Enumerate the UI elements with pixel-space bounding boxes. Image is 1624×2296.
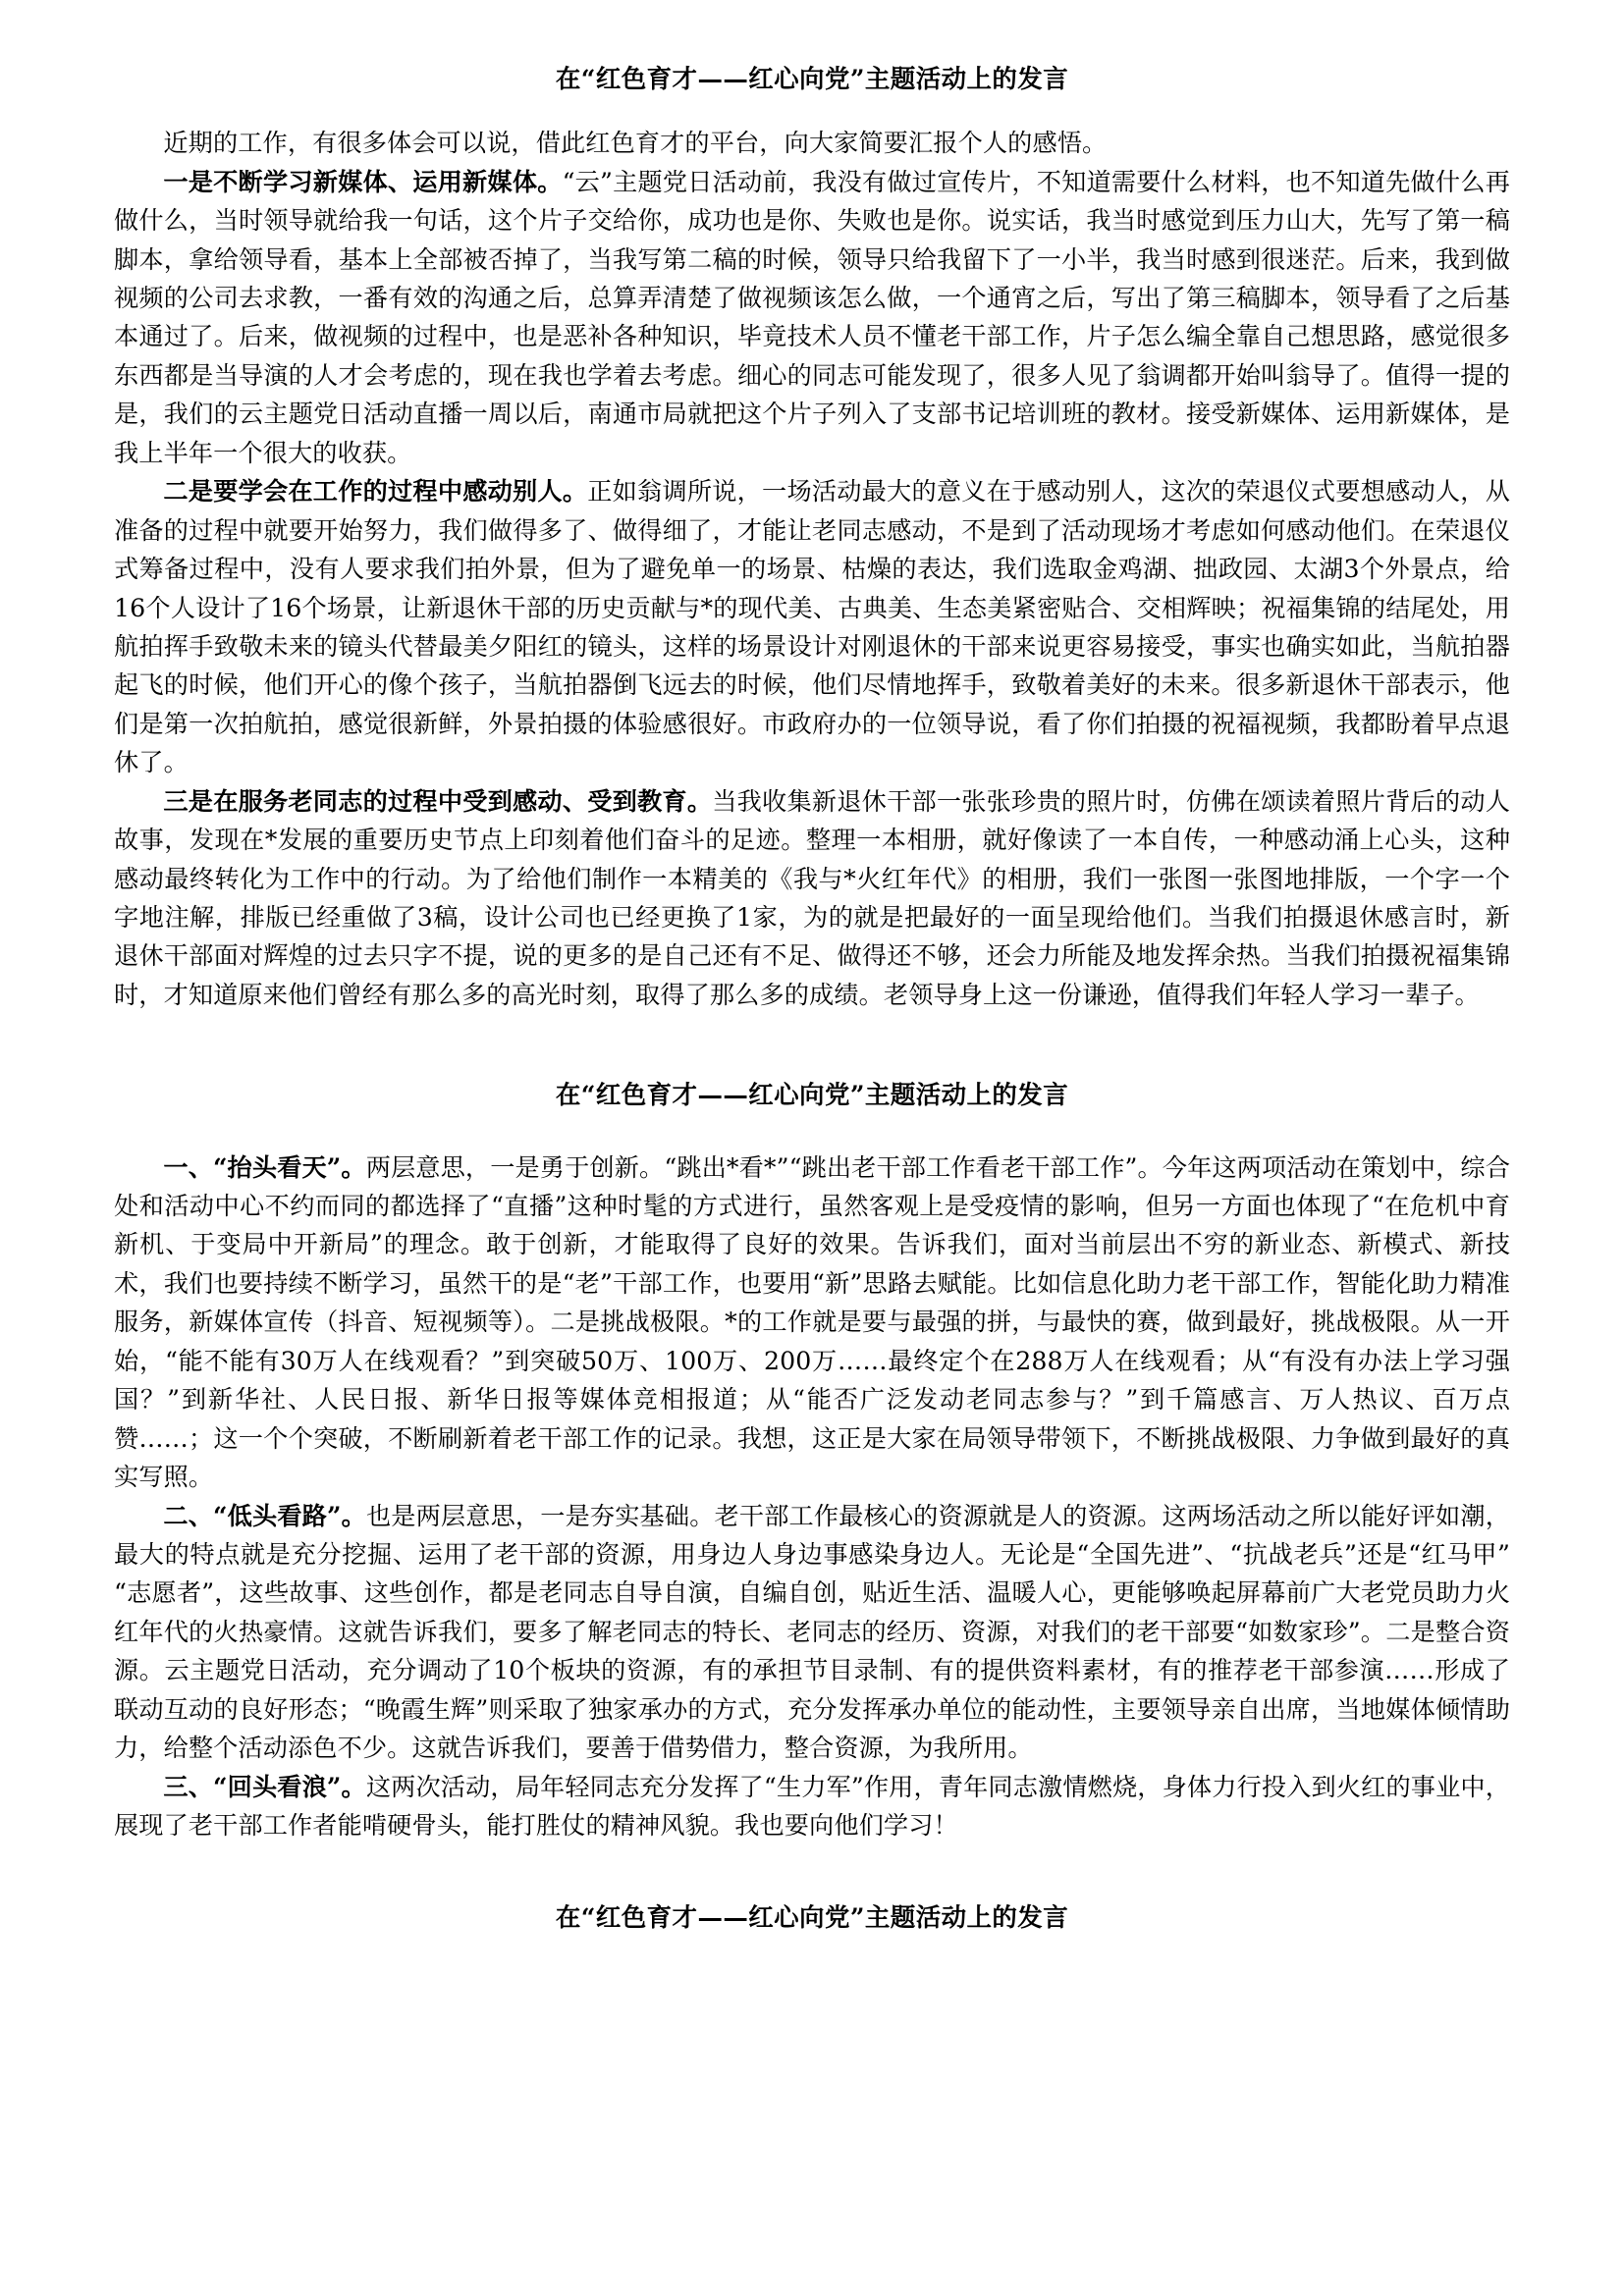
page-title-1: 在“红色育才——红心向党”主题活动上的发言 [555, 65, 1069, 94]
section-one-point-2-body: 正如翁调所说，一场活动最大的意义在于感动别人，这次的荣退仪式要想感动人，从准备的过程中就要开始努力，我们做得多了、做得细了，才能让老同志感动，不是到了活动现场才考虑如何感动他们。在荣退仪式筹备过程中，没有人要求我们拍外景，但为了避免单一的场景、枯燥的表达，我们选取金鸡湖、拙政园、太湖3个外景点，给16个人设计了16个场景，让新退休干部的历史贡献与*的现代美、古典美、生态美紧密贴合、交相辉映；祝福集锦的结尾处，用航拍挥手致敬未来的镜头代替最美夕阳红的镜头，这样的场景设计对刚退休的干部来说更容易接受，事实也确实如此，当航拍器起飞的时候，他们开心的像个孩子，当航拍器倒飞远去的时候，他们尽情地挥手，致敬着美好的未来。很多新退休干部表示，他们是第一次拍航拍，感觉很新鲜，外景拍摄的体验感很好。市政府办的一位领导说，看了你们拍摄的祝福视频，我都盼着早点退休了。 [114, 477, 1511, 777]
section-two-point-1-body: 两层意思，一是勇于创新。“跳出*看*”“跳出老干部工作看老干部工作”。今年这两项活动在策划中，综合处和活动中心不约而同的都选择了“直播”这种时髦的方式进行，虽然客观上是受疫情的影响，但另一方面也体现了“在危机中育新机、于变局中开新局”的理念。敢于创新，才能取得了良好的效果。告诉我们，面对当前层出不穷的新业态、新模式、新技术，我们也要持续不断学习，虽然干的是“老”干部工作，也要用“新”思路去赋能。比如信息化助力老干部工作，智能化助力精准服务，新媒体宣传（抖音、短视频等）。二是挑战极限。*的工作就是要与最强的拼，与最快的赛，做到最好，挑战极限。从一开始，“能不能有30万人在线观看？”到突破50万、100万、200万……最终定个在288万人在线观看；从“有没有办法上学习强国？”到新华社、人民日报、新华日报等媒体竞相报道；从“能否广泛发动老同志参与？”到千篇感言、万人热议、百万点赞……；这一个个突破，不断刷新着老干部工作的记录。我想，这正是大家在局领导带领下，不断挑战极限、力争做到最好的真实写照。 [114, 1152, 1510, 1492]
section-two-point-3 [114, 1768, 1510, 1845]
section-divider-2 [114, 1844, 1510, 1854]
section-two-point-2 [114, 1497, 1510, 1768]
section-two-point-2-body: 也是两层意思，一是夯实基础。老干部工作最核心的资源就是人的资源。这两场活动之所以能好评如潮，最大的特点就是充分挖掘、运用了老干部的资源，用身边人身边事感染身边人。无论是“全国先进”、“抗战老兵”还是“红马甲”“志愿者”，这些故事、这些创作，都是老同志自导自演，自编自创，贴近生活、温暖人心，更能够唤起屏幕前广大老党员助力火红年代的火热豪情。这就告诉我们，要多了解老同志的特长、老同志的经历、资源，对我们的老干部要“如数家珍”。二是整合资源。云主题党日活动，充分调动了10个板块的资源，有的承担节目录制、有的提供资料素材，有的推荐老干部参演……形成了联动互动的良好形态；“晚霞生辉”则采取了独家承办的方式，充分发挥承办单位的能动性，主要领导亲自出席，当地媒体倾情助力，给整个活动添色不少。这就告诉我们，要善于借势借力，整合资源，为我所用。 [114, 1501, 1510, 1763]
section-one-point-1-lead: 一是不断学习新媒体、运用新媒体。 [163, 166, 563, 196]
section-two-point-1 [114, 1148, 1510, 1497]
page-title-2: 在“红色育才——红心向党”主题活动上的发言 [555, 1081, 1069, 1111]
section-one-point-3-body: 当我收集新退休干部一张张珍贵的照片时，仿佛在颂读着照片背后的动人故事，发现在*发展的重要历史节点上印刻着他们奋斗的足迹。整理一本相册，就好像读了一本自传，一种感动涌上心头，这种感动最终转化为工作中的行动。为了给他们制作一本精美的《我与*火红年代》的相册，我们一张图一张图地排版，一个字一个字地注解，排版已经重做了3稿，设计公司也已经更换了1家，为的就是把最好的一面呈现给他们。当我们拍摄退休感言时，新退休干部面对辉煌的过去只字不提，说的更多的是自己还有不足、做得还不够，还会力所能及地发挥余热。当我们拍摄祝福集锦时，才知道原来他们曾经有那么多的高光时刻，取得了那么多的成绩。老领导身上这一份谦逊，值得我们年轻人学习一辈子。 [114, 786, 1511, 1009]
intro-paragraph: 近期的工作，有很多体会可以说，借此红色育才的平台，向大家简要汇报个人的感悟。 [163, 129, 1108, 158]
page-title-3: 在“红色育才——红心向党”主题活动上的发言 [555, 1903, 1069, 1934]
section-one-point-1-body: “云”主题党日活动前，我没有做过宣传片，不知道需要什么材料，也不知道先做什么再做什么，当时领导就给我一句话，这个片子交给你，成功也是你、失败也是你。说实话，我当时感觉到压力山大，先写了第一稿脚本，拿给领导看，基本上全部被否掉了，当我写第二稿的时候，领导只给我留下了一小半，我当时感到很迷茫。后来，我到做视频的公司去求教，一番有效的沟通之后，总算弄清楚了做视频该怎么做，一个通宵之后，写出了第三稿脚本，领导看了之后基本通过了。后来，做视频的过程中，也是恶补各种知识，毕竟技术人员不懂老干部工作，片子怎么编全靠自己想思路，感觉很多东西都是当导演的人才会考虑的，现在我也学着去考虑。细心的同志可能发现了，很多人见了翁调都开始叫翁导了。值得一提的是，我们的云主题党日活动直播一周以后，南通市局就把这个片子列入了支部书记培训班的教材。接受新媒体、运用新媒体，是我上半年一个很大的收获。 [114, 167, 1510, 467]
section-divider-1 [114, 1014, 1510, 1047]
section-two-point-2-lead: 二、“低头看路”。 [163, 1500, 366, 1530]
section-one-point-2-lead: 二是要学会在工作的过程中感动别人。 [163, 476, 588, 507]
section-two-point-3-lead: 三、“回头看浪”。 [163, 1771, 366, 1801]
section-one-point-1 [114, 163, 1510, 473]
section-one-point-2 [114, 472, 1510, 782]
section-two-point-1-lead: 一、“抬头看天”。 [163, 1151, 366, 1182]
section-two-point-3-body: 这两次活动，局年轻同志充分发挥了“生力军”作用，青年同志激情燃烧，身体力行投入到火红的事业中，展现了老干部工作者能啃硬骨头，能打胜仗的精神风貌。我也要向他们学习！ [114, 1772, 1510, 1840]
section-one-point-3-lead: 三是在服务老同志的过程中受到感动、受到教育。 [163, 785, 713, 816]
section-one-point-3 [114, 782, 1510, 1015]
